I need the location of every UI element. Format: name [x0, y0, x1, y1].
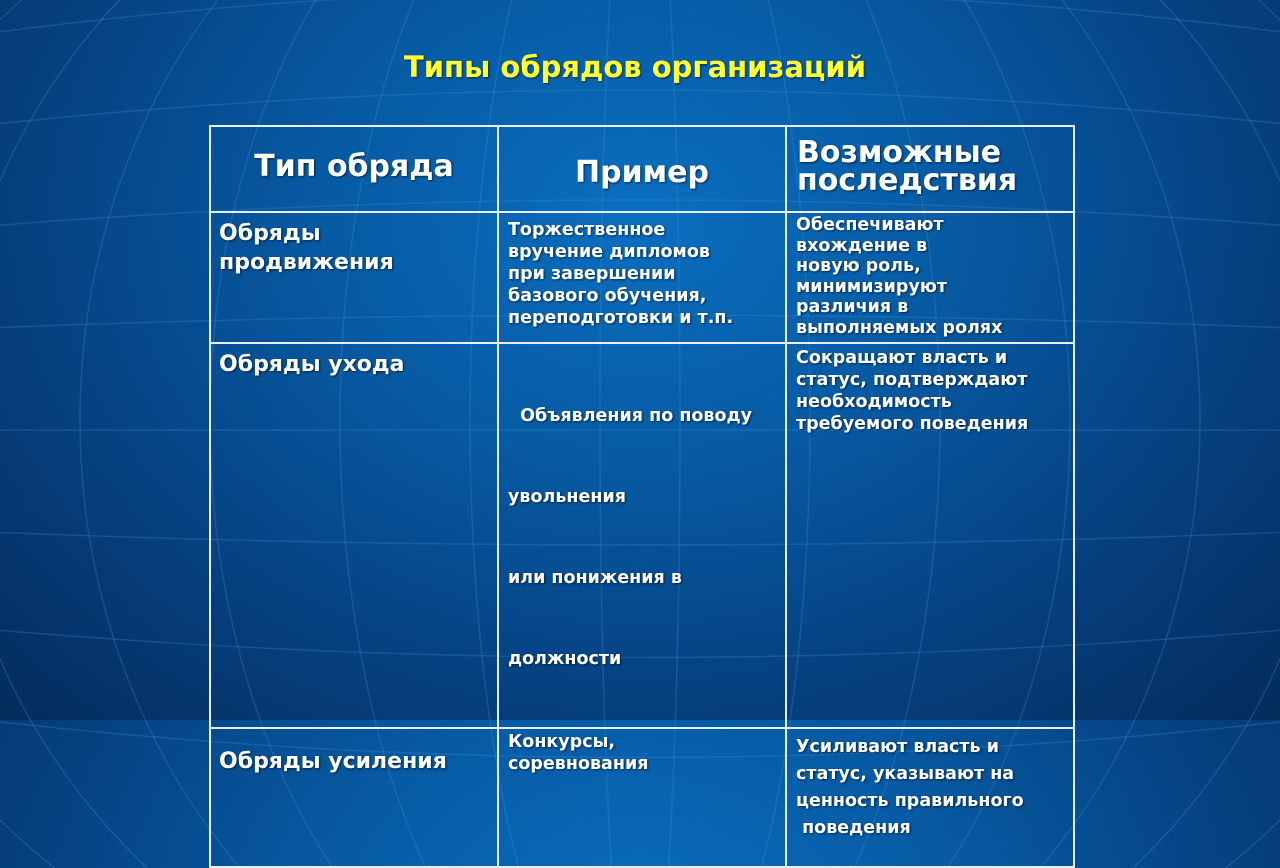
row-example-cell	[498, 728, 786, 867]
example-line: Объявления по поводу	[508, 406, 753, 426]
table-row	[210, 212, 1074, 343]
example-line: Конкурсы,	[508, 732, 616, 752]
header-type: Тип обряда	[210, 126, 498, 212]
row-type-cell	[210, 343, 498, 728]
table-header-row	[210, 126, 1074, 212]
example-line: вручение дипломов	[508, 242, 710, 262]
consequence-line: статус, подтверждают	[796, 370, 1028, 390]
consequence-line: статус, указывают на	[796, 764, 1015, 784]
consequence-line: Обеспечивают	[796, 215, 944, 235]
consequence-line: новую роль,	[796, 256, 921, 276]
table-row	[210, 343, 1074, 728]
consequence-line: минимизируют	[796, 276, 948, 297]
row-consequence-cell	[786, 343, 1074, 728]
example-line: должности	[508, 649, 622, 669]
consequence-line: выполняемых ролях	[796, 317, 1003, 338]
example-line: увольнения	[508, 487, 626, 507]
header-consequences-line: Возможные	[797, 135, 1002, 170]
example-line: переподготовки и т.п.	[508, 308, 734, 328]
example-line: базового обучения,	[508, 286, 707, 306]
consequence-line: Усиливают власть и	[796, 737, 999, 757]
consequence-line: Сокращают власть и	[796, 348, 1008, 368]
consequence-line: ценность правильного	[796, 791, 1024, 811]
row-type-line: Обряды ухода	[219, 352, 405, 377]
row-consequence-cell	[786, 728, 1074, 867]
header-consequences	[786, 126, 1074, 212]
rites-table	[209, 125, 1075, 868]
row-type-line: Обряды	[219, 221, 321, 246]
consequence-line: поведения	[796, 818, 911, 838]
header-consequences-line: последствия	[797, 163, 1018, 198]
example-line: соревнования	[508, 754, 649, 774]
example-line: или понижения в	[508, 568, 682, 588]
row-example-cell	[498, 343, 786, 728]
example-line: при завершении	[508, 264, 676, 284]
row-type-cell	[210, 212, 498, 343]
table-row	[210, 728, 1074, 867]
header-example: Пример	[498, 126, 786, 212]
row-type-line: продвижения	[219, 250, 394, 275]
consequence-line: требуемого поведения	[796, 414, 1029, 434]
consequence-line: необходимость	[796, 392, 952, 412]
row-type-cell	[210, 728, 498, 867]
row-consequence-cell	[786, 212, 1074, 343]
row-type-line: Обряды усиления	[219, 749, 447, 774]
row-example-cell	[498, 212, 786, 343]
consequence-line: вхождение в	[796, 235, 928, 256]
example-line: Торжественное	[508, 220, 666, 240]
slide-title: Типы обрядов организаций	[403, 50, 867, 84]
consequence-line: различия в	[796, 297, 909, 317]
